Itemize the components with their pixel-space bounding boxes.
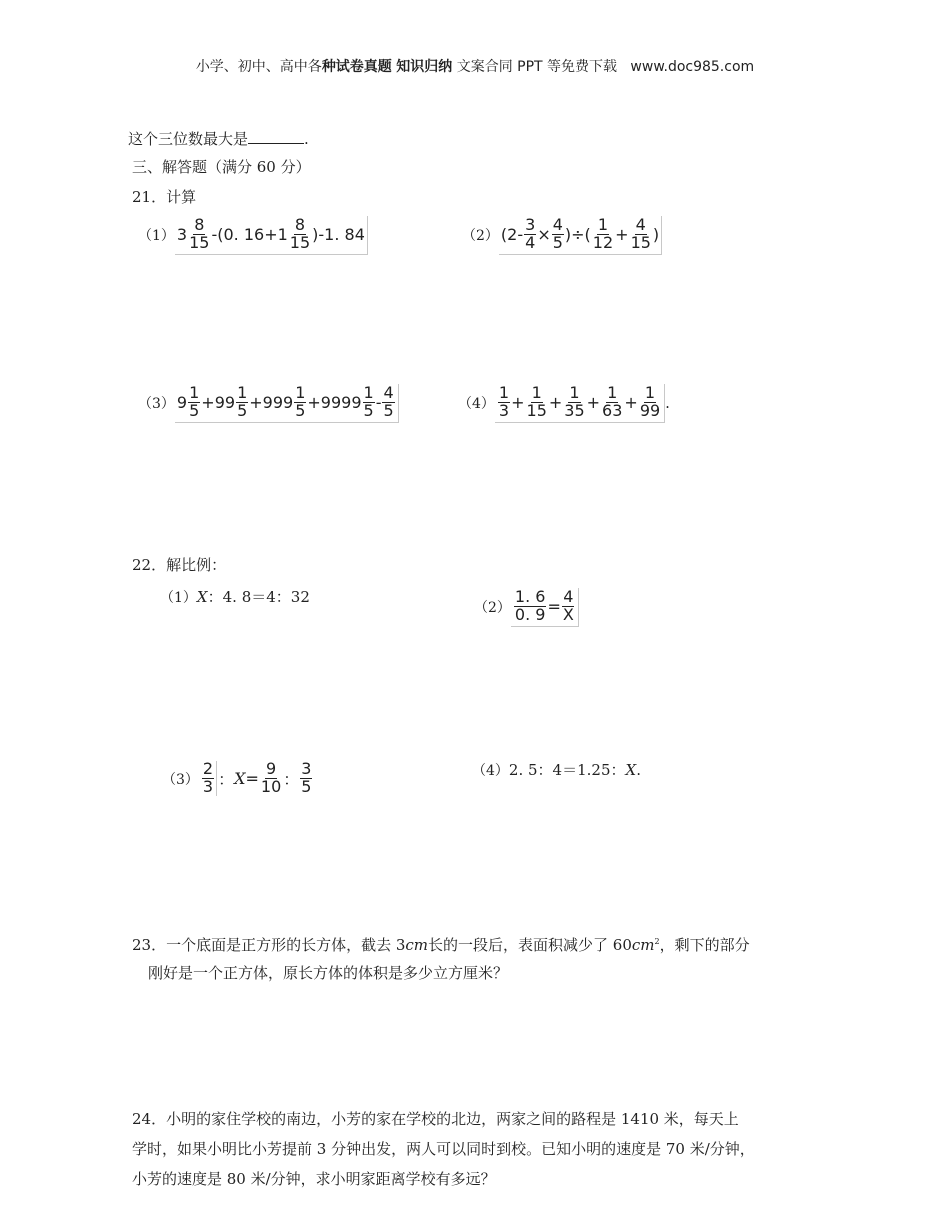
q21-p4-expression [495, 384, 665, 423]
denominator: 99 [639, 400, 661, 420]
denominator: 5 [295, 400, 306, 420]
q21-part3 [138, 384, 399, 423]
denominator: 0. 9 [514, 604, 546, 624]
q20-tail [128, 124, 309, 154]
denominator: 3 [202, 776, 214, 796]
numerator: 1 [295, 383, 306, 402]
q22-p3-label: （3） [162, 771, 199, 788]
term: -(0. 16+1 [211, 224, 288, 244]
q22-p1-label: （1） [160, 590, 197, 606]
denominator: 3 [498, 400, 510, 420]
denominator: 15 [526, 400, 547, 420]
numerator: 2 [202, 759, 214, 778]
denominator: X [562, 604, 574, 624]
q22-p1-rest: ：4. 8＝4：32 [207, 588, 310, 606]
q22-p4-rest: 2. 5：4＝1.25： [508, 761, 626, 779]
numerator: 4 [552, 215, 563, 234]
q22-part3 [162, 760, 315, 798]
fraction [300, 761, 312, 796]
q22-part2 [474, 588, 579, 627]
term: + [624, 392, 638, 412]
term: ： [218, 769, 235, 789]
q22-part4 [472, 755, 641, 786]
q21-part1 [138, 216, 368, 255]
numerator: 1 [498, 383, 510, 402]
q20-end: . [304, 130, 309, 148]
header-text-3: 文案合同 PPT 等免费下载 [452, 59, 618, 75]
denominator: 5 [383, 400, 394, 420]
fraction [498, 385, 510, 420]
fraction [188, 217, 210, 252]
term: = [547, 596, 561, 616]
term: )-1. 84 [312, 224, 365, 244]
denominator: 12 [592, 232, 614, 252]
term: + [586, 392, 601, 412]
variable-x: X [196, 588, 208, 606]
numerator: 3 [525, 215, 536, 234]
q23-text: 23．一个底面是正方形的长方体，截去 3 [132, 936, 406, 954]
denominator: 15 [630, 232, 651, 252]
numerator: 1 [531, 383, 542, 402]
page-header [0, 56, 950, 76]
unit-cm: cm [405, 936, 429, 954]
q22-p2-expression [511, 588, 579, 627]
fraction [260, 761, 282, 796]
numerator: 1 [569, 383, 580, 402]
fraction [601, 385, 623, 420]
q21-p1-label: （1） [138, 228, 175, 245]
term: (2- [500, 224, 524, 244]
numerator: 1 [237, 383, 248, 402]
numerator: 8 [194, 215, 205, 234]
numerator: 9 [266, 759, 277, 778]
numerator: 1 [607, 383, 618, 402]
q23-text: 长的一段后，表面积减少了 60 [428, 936, 632, 954]
q21-p4-label: （4） [458, 396, 495, 413]
denominator: 5 [363, 400, 374, 420]
term: + [511, 392, 525, 412]
fraction [526, 385, 548, 420]
q21-part4 [458, 384, 670, 423]
q22-p4-label: （4） [472, 763, 509, 779]
term: +9999 [307, 392, 362, 412]
numerator: 8 [294, 215, 306, 234]
numerator: 4 [563, 587, 574, 606]
fraction [630, 217, 652, 252]
q21-p2-label: （2） [462, 228, 499, 245]
fraction [363, 385, 375, 420]
numerator: 1. 6 [514, 587, 546, 606]
term: 9 [176, 392, 188, 412]
numerator: 1 [363, 383, 374, 402]
denominator: 5 [237, 400, 248, 420]
denominator: 35 [564, 400, 585, 420]
fraction [382, 385, 394, 420]
q24-line1: 24．小明的家住学校的南边，小芳的家在学校的北边，两家之间的路程是 1410 米，每天上 [132, 1110, 739, 1128]
fraction [188, 385, 200, 420]
fraction [562, 589, 575, 624]
term: )÷( [564, 224, 591, 244]
denominator: 5 [189, 400, 200, 420]
header-bold-1: 种试卷真题 [321, 59, 392, 75]
numerator: 1 [189, 383, 200, 402]
numerator: 4 [635, 215, 646, 234]
q21-title: 21．计算 [132, 188, 197, 206]
variable-x: X [234, 768, 246, 788]
fraction [563, 385, 585, 420]
numerator: 4 [383, 383, 394, 402]
numerator: 1 [644, 383, 656, 402]
q22-p4-end: . [636, 761, 641, 779]
variable-x: X [625, 761, 637, 779]
q22-title: 22．解比例： [132, 556, 227, 574]
term: ： [283, 769, 300, 789]
fraction [202, 761, 217, 796]
q21-p1-expression [175, 216, 368, 255]
answer-blank [248, 129, 304, 144]
term: - [375, 392, 382, 412]
q23-line1 [132, 927, 750, 960]
denominator: 15 [189, 232, 210, 252]
q21-p3-expression [175, 384, 399, 423]
fraction [592, 217, 614, 252]
q22-part1 [160, 582, 310, 613]
numerator: 1 [597, 215, 609, 234]
denominator: 63 [602, 400, 623, 420]
term: ) [652, 224, 660, 244]
header-text-1: 小学、初中、高中各 [195, 59, 322, 75]
q20-text: 这个三位数最大是 [128, 130, 249, 148]
q22-p2-label: （2） [474, 600, 511, 617]
term: = [245, 768, 259, 788]
term: +999 [249, 392, 294, 412]
term: × [537, 224, 551, 244]
q24-line3: 小芳的速度是 80 米/分钟，求小明家距离学校有多远？ [132, 1170, 496, 1188]
denominator: 15 [289, 232, 311, 252]
header-bold-2: 知识归纳 [396, 59, 453, 75]
header-site: www.doc985.com [630, 59, 755, 75]
q23-line2: 刚好是一个正方体，原长方体的体积是多少立方厘米？ [148, 964, 509, 982]
denominator: 5 [301, 776, 312, 796]
q21-part2 [462, 216, 662, 255]
fraction [289, 217, 311, 252]
numerator: 3 [301, 759, 312, 778]
fraction [552, 217, 564, 252]
term: 3 [176, 224, 188, 244]
term: . [665, 394, 670, 413]
q21-p2-expression [499, 216, 662, 255]
fraction [236, 385, 248, 420]
fraction [639, 385, 661, 420]
term: + [615, 224, 629, 244]
unit-cm: cm [631, 936, 655, 954]
denominator: 5 [552, 232, 563, 252]
term: + [548, 392, 563, 412]
superscript: 2 [654, 937, 660, 946]
q21-p3-label: （3） [138, 396, 175, 413]
denominator: 10 [260, 776, 282, 796]
q24-line2: 学时，如果小明比小芳提前 3 分钟出发，两人可以同时到校。已知小明的速度是 70 米/分钟， [132, 1140, 755, 1158]
q23-text: ，剩下的部分 [659, 936, 750, 954]
fraction [524, 217, 536, 252]
term: +99 [201, 392, 236, 412]
fraction [514, 589, 547, 624]
denominator: 4 [525, 232, 536, 252]
fraction [294, 385, 306, 420]
section-title: 三、解答题（满分 60 分） [132, 158, 311, 176]
q22-p3-expression [199, 760, 316, 798]
